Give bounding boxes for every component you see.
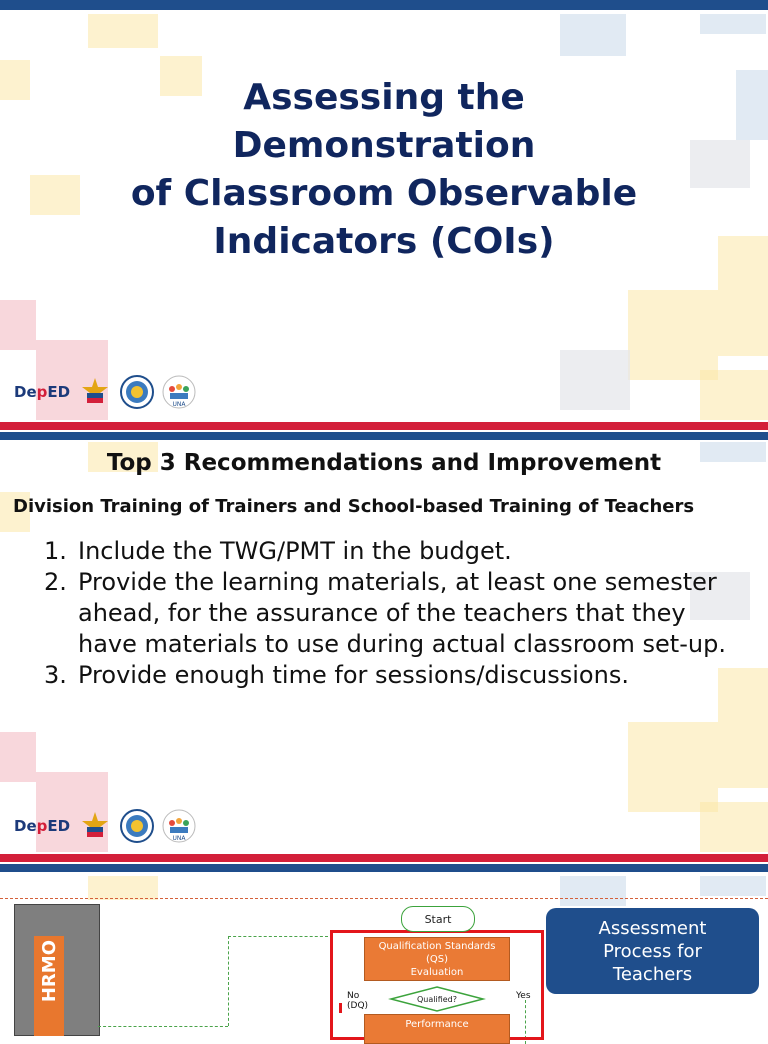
performance-box: Performance bbox=[364, 1014, 510, 1044]
flow-connector bbox=[228, 936, 229, 1026]
top-band bbox=[0, 864, 768, 872]
recommendations-slide bbox=[0, 432, 768, 864]
no-marker bbox=[339, 1003, 342, 1013]
start-node: Start bbox=[401, 906, 475, 932]
decor-square bbox=[88, 876, 158, 900]
process-slide bbox=[0, 864, 768, 1030]
flow-connector bbox=[98, 1026, 228, 1027]
decor-square bbox=[628, 722, 718, 812]
recommendation-list bbox=[44, 536, 744, 691]
assessment-process-box: Assessment Process for Teachers bbox=[546, 908, 759, 994]
svg-text:Qualified?: Qualified? bbox=[417, 995, 457, 1004]
deped-seal-icon bbox=[120, 809, 154, 843]
decor-square bbox=[560, 350, 630, 410]
list-item: 1. Include the TWG/PMT in the budget. bbox=[44, 537, 512, 565]
bagong-pilipinas-logo bbox=[78, 809, 112, 843]
decor-square bbox=[700, 14, 766, 34]
title-slide bbox=[0, 0, 768, 432]
decor-square bbox=[700, 876, 766, 896]
deped-logo: DepED bbox=[14, 817, 71, 835]
swimlane-divider bbox=[0, 898, 768, 899]
bottom-band-red bbox=[0, 854, 768, 862]
no-label: No (DQ) bbox=[347, 991, 369, 1011]
bagong-pilipinas-logo bbox=[78, 375, 112, 409]
logo-strip bbox=[14, 370, 196, 414]
decor-square bbox=[628, 290, 718, 380]
decor-square bbox=[88, 14, 158, 48]
deped-seal-icon bbox=[120, 375, 154, 409]
top-band bbox=[0, 432, 768, 440]
list-item: 3. Provide enough time for sessions/discussions. bbox=[44, 661, 629, 689]
qualified-decision bbox=[390, 986, 484, 1012]
una-logo bbox=[162, 809, 196, 843]
top-band bbox=[0, 0, 768, 10]
yes-label: Yes bbox=[516, 991, 531, 1001]
swimlane-label: HRMO bbox=[34, 936, 64, 1036]
decor-square bbox=[700, 370, 768, 420]
decor-square bbox=[560, 876, 626, 906]
slide-subheading: Division Training of Trainers and School-based Training of Teachers bbox=[13, 496, 695, 517]
bottom-band-red bbox=[0, 422, 768, 430]
slide-title: Assessing the Demonstration of Classroom Observable Indicators (COIs) bbox=[130, 77, 638, 262]
list-item: 2. Provide the learning materials, at least one semester ahead, for the assurance of the teachers that they have materials to use during actual classroom set-up. bbox=[44, 568, 726, 658]
svg-text:UNA: UNA bbox=[172, 401, 186, 408]
qs-evaluation-box: Qualification Standards (QS) Evaluation bbox=[364, 937, 510, 981]
flow-connector bbox=[228, 936, 328, 937]
una-logo bbox=[162, 375, 196, 409]
slide-heading: Top 3 Recommendations and Improvement bbox=[106, 450, 662, 476]
decor-square bbox=[0, 300, 36, 350]
deped-logo: DepED bbox=[14, 383, 71, 401]
svg-text:UNA: UNA bbox=[172, 835, 186, 842]
decor-square bbox=[560, 14, 626, 56]
decor-square bbox=[700, 802, 768, 852]
decor-square bbox=[0, 732, 36, 782]
logo-strip bbox=[14, 804, 196, 848]
